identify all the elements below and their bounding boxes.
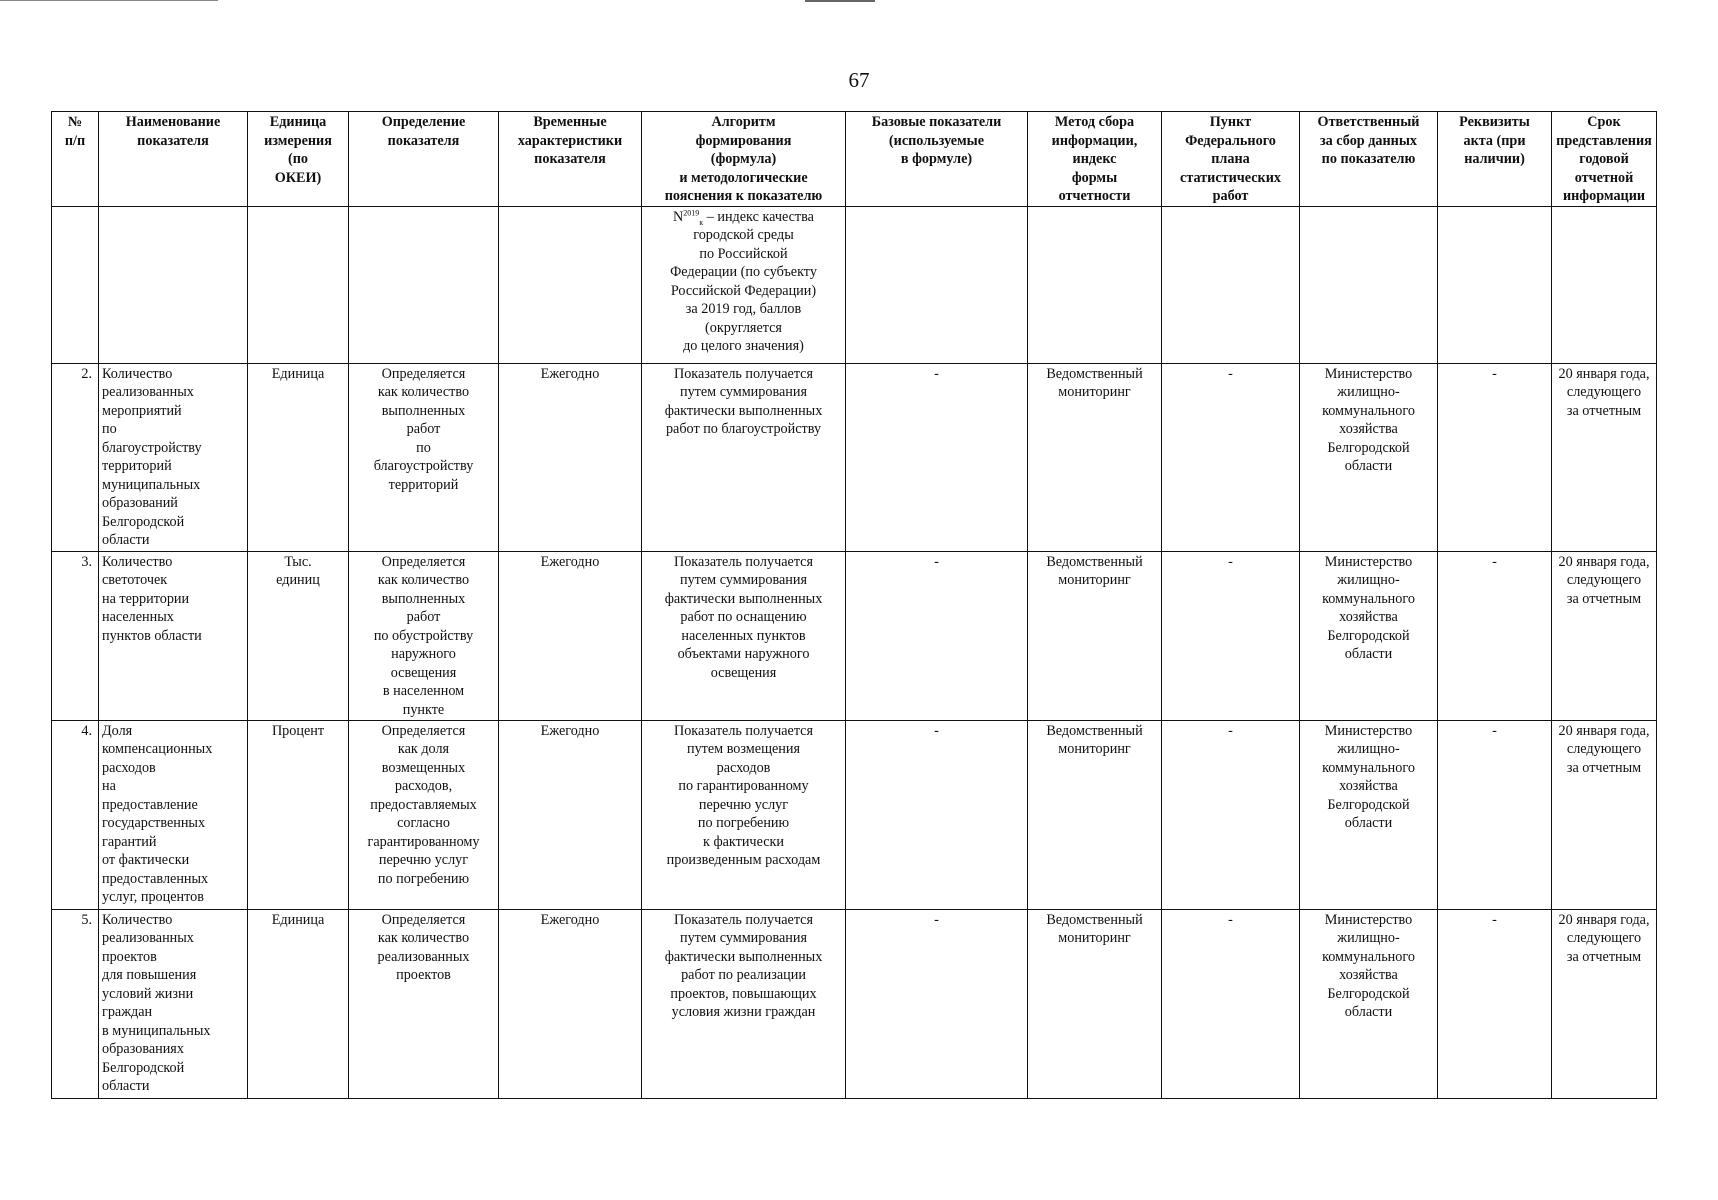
header-method: Метод сбора информации, индекс формы отчетности	[1028, 112, 1162, 207]
row-base: -	[846, 551, 1028, 720]
row-method: Ведомственный мониторинг	[1028, 363, 1162, 551]
continuation-algorithm	[642, 206, 846, 363]
row-base: -	[846, 909, 1028, 1098]
row-name: Количество реализованных мероприятий по благоустройству территорий муниципальных образований Белгородской области	[99, 363, 248, 551]
row-time: Ежегодно	[499, 909, 642, 1098]
row-base: -	[846, 363, 1028, 551]
row-deadline: 20 января года, следующего за отчетным	[1552, 909, 1657, 1098]
formula-superscript: 2019	[683, 207, 700, 217]
row-definition: Определяется как количество реализованных проектов	[349, 909, 499, 1098]
row-algorithm: Показатель получается путем возмещения расходов по гарантированному перечню услуг по погребению к фактически произведенным расходам	[642, 720, 846, 909]
header-responsible: Ответственный за сбор данных по показателю	[1300, 112, 1438, 207]
formula-symbol: N	[673, 208, 684, 225]
row-method: Ведомственный мониторинг	[1028, 551, 1162, 720]
header-base: Базовые показатели (используемые в формуле)	[846, 112, 1028, 207]
row-num: 5.	[52, 909, 99, 1098]
row-method: Ведомственный мониторинг	[1028, 909, 1162, 1098]
header-unit: Единица измерения (по ОКЕИ)	[248, 112, 349, 207]
row-deadline: 20 января года, следующего за отчетным	[1552, 551, 1657, 720]
row-requisites: -	[1438, 551, 1552, 720]
row-deadline: 20 января года, следующего за отчетным	[1552, 720, 1657, 909]
row-responsible: Министерство жилищно- коммунального хозяйства Белгородской области	[1300, 363, 1438, 551]
row-time: Ежегодно	[499, 363, 642, 551]
top-rule-center	[805, 0, 875, 2]
indicators-table	[51, 111, 1657, 1099]
header-plan: Пункт Федерального плана статистических работ	[1162, 112, 1300, 207]
row-unit: Единица	[248, 363, 349, 551]
row-unit: Процент	[248, 720, 349, 909]
header-name: Наименование показателя	[99, 112, 248, 207]
row-name: Количество светоточек на территории населенных пунктов области	[99, 551, 248, 720]
header-requisites: Реквизиты акта (при наличии)	[1438, 112, 1552, 207]
header-time: Временные характеристики показателя	[499, 112, 642, 207]
row-num: 3.	[52, 551, 99, 720]
row-requisites: -	[1438, 363, 1552, 551]
formula-subscript: к	[699, 217, 704, 227]
row-plan: -	[1162, 363, 1300, 551]
row-definition: Определяется как количество выполненных работ по обустройству наружного освещения в населенном пункте	[349, 551, 499, 720]
formula-text-rest: городской среды по Российской Федерации (по субъекту Российской Федерации) за 2019 год, баллов (округляется до целого значения)	[670, 227, 817, 354]
top-rule-left	[0, 0, 218, 1]
row-algorithm: Показатель получается путем суммирования фактически выполненных работ по оснащению населенных пунктов объектами наружного освещения	[642, 551, 846, 720]
header-row	[52, 112, 1657, 207]
row-responsible: Министерство жилищно- коммунального хозяйства Белгородской области	[1300, 909, 1438, 1098]
row-responsible: Министерство жилищно- коммунального хозяйства Белгородской области	[1300, 551, 1438, 720]
row-name: Доля компенсационных расходов на предоставление государственных гарантий от фактически предоставленных услуг, процентов	[99, 720, 248, 909]
header-num: № п/п	[52, 112, 99, 207]
continuation-row	[52, 206, 1657, 363]
header-deadline: Срок представления годовой отчетной информации	[1552, 112, 1657, 207]
row-requisites: -	[1438, 720, 1552, 909]
row-time: Ежегодно	[499, 720, 642, 909]
row-definition: Определяется как доля возмещенных расходов, предоставляемых согласно гарантированному перечню услуг по погребению	[349, 720, 499, 909]
row-num: 4.	[52, 720, 99, 909]
row-unit: Тыс. единиц	[248, 551, 349, 720]
row-method: Ведомственный мониторинг	[1028, 720, 1162, 909]
row-num: 2.	[52, 363, 99, 551]
row-algorithm: Показатель получается путем суммирования фактически выполненных работ по благоустройству	[642, 363, 846, 551]
row-time: Ежегодно	[499, 551, 642, 720]
table-row	[52, 551, 1657, 720]
table-row	[52, 909, 1657, 1098]
table-row	[52, 720, 1657, 909]
row-unit: Единица	[248, 909, 349, 1098]
table-row	[52, 363, 1657, 551]
row-name: Количество реализованных проектов для повышения условий жизни граждан в муниципальных образованиях Белгородской области	[99, 909, 248, 1098]
row-plan: -	[1162, 720, 1300, 909]
row-definition: Определяется как количество выполненных работ по благоустройству территорий	[349, 363, 499, 551]
row-plan: -	[1162, 551, 1300, 720]
page-number: 67	[848, 68, 870, 92]
row-deadline: 20 января года, следующего за отчетным	[1552, 363, 1657, 551]
row-algorithm: Показатель получается путем суммирования фактически выполненных работ по реализации проектов, повышающих условия жизни граждан	[642, 909, 846, 1098]
formula-text-first: – индекс качества	[703, 208, 814, 225]
row-responsible: Министерство жилищно- коммунального хозяйства Белгородской области	[1300, 720, 1438, 909]
row-requisites: -	[1438, 909, 1552, 1098]
row-plan: -	[1162, 909, 1300, 1098]
header-algorithm: Алгоритм формирования (формула) и методологические пояснения к показателю	[642, 112, 846, 207]
header-definition: Определение показателя	[349, 112, 499, 207]
row-base: -	[846, 720, 1028, 909]
